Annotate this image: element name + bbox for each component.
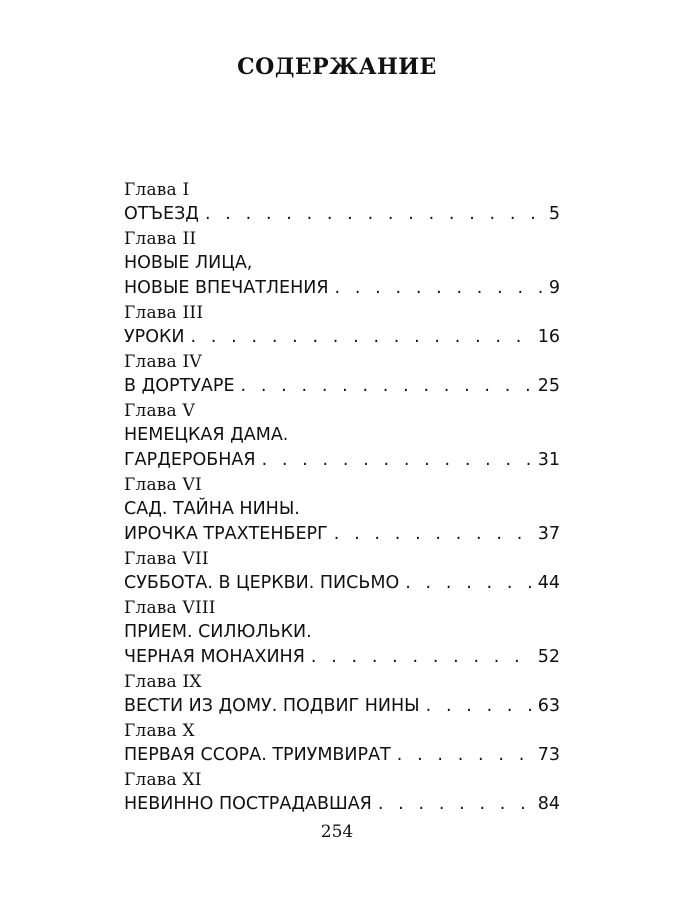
chapter-title-line [124,792,560,817]
chapter-title-text: ГАРДЕРОБНАЯ [124,450,256,470]
toc-chapter [124,596,560,670]
chapter-label: Глава X [124,721,195,741]
chapter-title-line [124,743,560,768]
chapter-label: Глава V [124,401,195,421]
dot-leader [335,276,543,301]
chapter-title-text: САД. ТАЙНА НИНЫ. [124,499,300,519]
chapter-title-text: НОВЫЕ ЛИЦА, [124,253,253,273]
toc-chapter [124,473,560,547]
chapter-title-text: В ДОРТУАРЕ [124,376,235,396]
toc-chapter [124,670,560,719]
chapter-page-number: 31 [537,450,560,470]
toc-chapter [124,178,560,227]
toc-chapter [124,719,560,768]
chapter-page-number: 52 [537,647,560,667]
chapter-label: Глава VII [124,549,209,569]
chapter-label: Глава II [124,229,197,249]
page-number: 254 [320,822,354,842]
chapter-title-line [124,571,560,596]
chapter-title-line [124,251,560,276]
chapter-page-number: 84 [537,794,560,814]
dot-leader [334,522,532,547]
chapter-label: Глава III [124,303,204,323]
chapter-page-number: 5 [548,204,560,224]
chapter-title-text: ПРИЕМ. СИЛЮЛЬКИ. [124,622,312,642]
chapter-title-text: ЧЕРНАЯ МОНАХИНЯ [124,647,305,667]
chapter-title-line [124,276,560,301]
chapter-title-line [124,522,560,547]
chapter-title-text: УРОКИ [124,327,185,347]
toc-chapter [124,547,560,596]
dot-leader [191,325,532,350]
dot-leader [378,792,532,817]
chapter-title-line [124,325,560,350]
page-title: СОДЕРЖАНИЕ [237,54,437,80]
chapter-page-number: 63 [537,696,560,716]
chapter-title-line [124,694,560,719]
toc-chapter [124,301,560,350]
chapter-title-text: ИРОЧКА ТРАХТЕНБЕРГ [124,524,328,544]
dot-leader [262,448,532,473]
dot-leader [397,743,532,768]
chapter-page-number: 25 [537,376,560,396]
chapter-label: Глава IV [124,352,202,372]
chapter-label: Глава IX [124,672,202,692]
chapter-label: Глава XI [124,770,202,790]
chapter-title-text: СУББОТА. В ЦЕРКВИ. ПИСЬМО [124,573,400,593]
chapter-title-text: ПЕРВАЯ ССОРА. ТРИУМВИРАТ [124,745,391,765]
chapter-label: Глава VI [124,475,202,495]
toc-chapter [124,399,560,473]
chapter-page-number: 37 [537,524,560,544]
dot-leader [205,202,543,227]
chapter-title-line [124,423,560,448]
toc-chapter [124,768,560,817]
chapter-page-number: 44 [537,573,560,593]
chapter-label: Глава VIII [124,598,216,618]
table-of-contents [124,178,560,817]
dot-leader [405,571,532,596]
dot-leader [241,374,532,399]
chapter-title-line [124,497,560,522]
chapter-page-number: 73 [537,745,560,765]
chapter-title-text: ОТЪЕЗД [124,204,199,224]
chapter-title-line [124,620,560,645]
dot-leader [311,645,532,670]
chapter-title-line [124,202,560,227]
chapter-title-text: НЕВИННО ПОСТРАДАВШАЯ [124,794,372,814]
chapter-title-text: НЕМЕЦКАЯ ДАМА. [124,425,289,445]
chapter-page-number: 9 [548,278,560,298]
chapter-title-line [124,374,560,399]
chapter-title-text: ВЕСТИ ИЗ ДОМУ. ПОДВИГ НИНЫ [124,696,420,716]
toc-chapter [124,350,560,399]
chapter-page-number: 16 [537,327,560,347]
toc-chapter [124,227,560,301]
chapter-title-line [124,645,560,670]
chapter-title-line [124,448,560,473]
chapter-title-text: НОВЫЕ ВПЕЧАТЛЕНИЯ [124,278,329,298]
chapter-label: Глава I [124,180,190,200]
dot-leader [426,694,532,719]
